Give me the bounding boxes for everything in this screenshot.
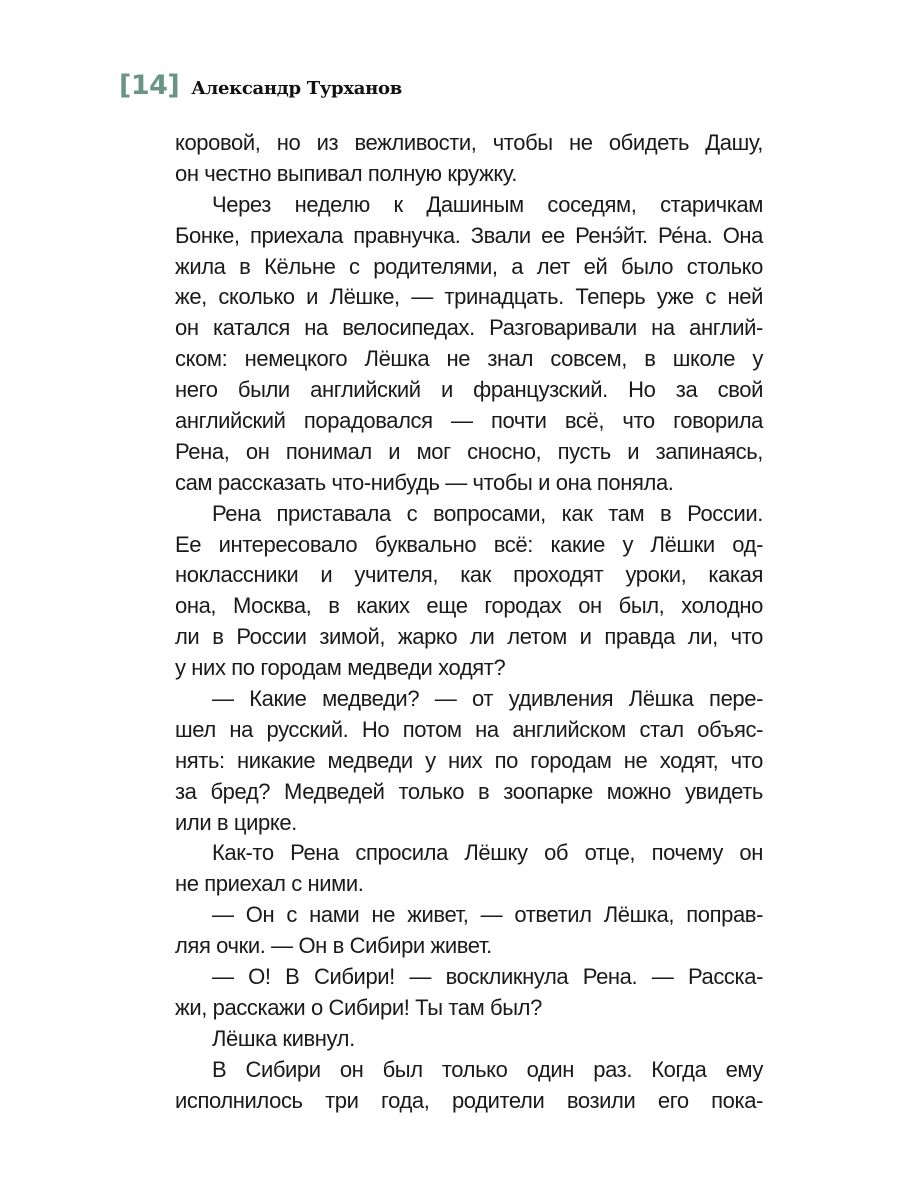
text-line: Ее интересовало буквально всё: какие у Лёшки од- (175, 531, 763, 557)
text-line: Бонке, приехала правнучка. Звали ее Ренэ́йт. Ре́на. Она (175, 222, 763, 248)
text-line: сам рассказать что-нибудь — чтобы и она поняла. (175, 469, 674, 495)
text-line: он катался на велосипедах. Разговаривали на англий- (175, 315, 763, 341)
text-line: он честно выпивал полную кружку. (175, 160, 517, 186)
text-line: ли в России зимой, жарко ли летом и правда ли, что (175, 624, 763, 650)
text-line: Рена, он понимал и мог сносно, пусть и запинаясь, (175, 438, 763, 464)
text-line: Лёшка кивнул. (212, 1025, 355, 1051)
text-line: Через неделю к Дашиным соседям, старичкам (212, 191, 763, 217)
page-number: [14] (119, 70, 180, 101)
text-line: или в цирке. (175, 809, 297, 835)
text-line: жи, расскажи о Сибири! Ты там был? (175, 994, 542, 1020)
text-line: исполнилось три года, родители возили его пока- (175, 1087, 763, 1113)
body-text (175, 128, 763, 1117)
text-line: нять: никакие медведи у них по городам не ходят, что (175, 747, 763, 773)
text-line: она, Москва, в каких еще городах он был, холодно (175, 593, 763, 619)
text-line: Рена приставала с вопросами, как там в России. (212, 500, 763, 526)
text-line: не приехал с ними. (175, 871, 364, 897)
text-line: же, сколько и Лёшке, — тринадцать. Теперь уже с ней (175, 284, 763, 310)
text-line: — Какие медведи? — от удивления Лёшка пере- (212, 686, 763, 712)
text-line: — О! В Сибири! — воскликнула Рена. — Расска- (212, 964, 763, 990)
text-line: ляя очки. — Он в Сибири живет. (175, 933, 492, 959)
author-name: Александр Турханов (191, 78, 402, 99)
text-line: — Он с нами не живет, — ответил Лёшка, поправ- (212, 902, 763, 928)
text-line: В Сибири он был только один раз. Когда ему (212, 1056, 763, 1082)
text-line: английский порадовался — почти всё, что говорила (175, 408, 763, 434)
text-line: шел на русский. Но потом на английском стал объяс- (175, 716, 763, 742)
text-line: за бред? Медведей только в зоопарке можно увидеть (175, 778, 763, 804)
text-line: у них по городам медведи ходят? (175, 655, 506, 681)
running-header (119, 70, 402, 101)
text-line: ноклассники и учителя, как проходят уроки, какая (175, 562, 763, 588)
text-line: ском: немецкого Лёшка не знал совсем, в школе у (175, 346, 763, 372)
text-line: него были английский и французский. Но за свой (175, 377, 763, 403)
text-line: жила в Кёльне с родителями, а лет ей было столько (175, 253, 763, 279)
text-line: коровой, но из вежливости, чтобы не обидеть Дашу, (175, 130, 763, 155)
text-line: Как-то Рена спросила Лёшку об отце, почему он (212, 840, 763, 866)
